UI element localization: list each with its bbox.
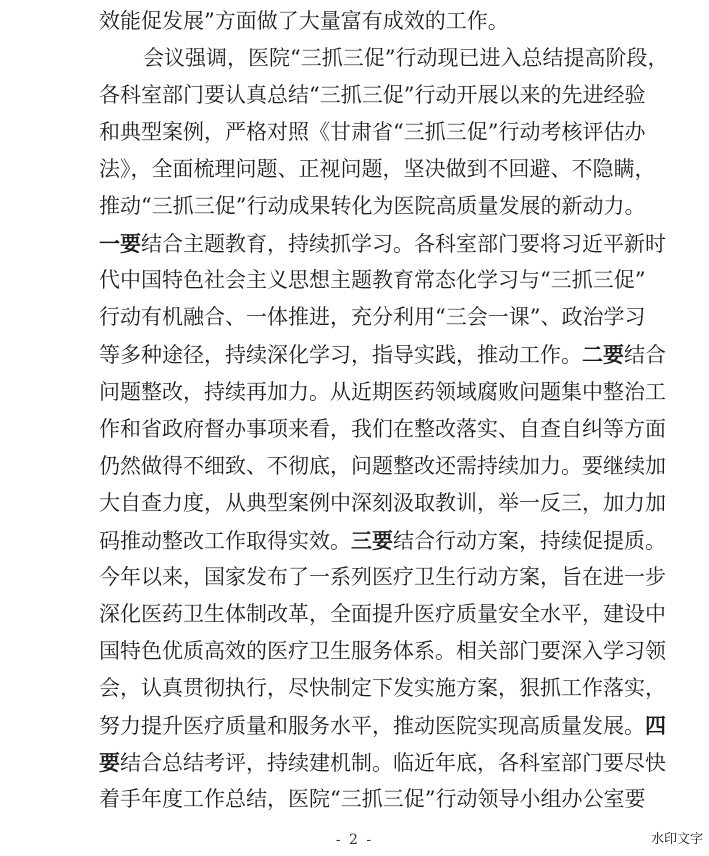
bold-text-run: 要	[99, 749, 120, 775]
text-run: 码推动整改工作取得实效。	[99, 528, 351, 553]
text-run: 代中国特色社会主义思想主题教育常态化学习与“三抓三促”	[99, 268, 646, 293]
text-line-5	[99, 151, 656, 188]
text-line-22	[99, 781, 646, 818]
bold-text-run: 二要	[582, 342, 624, 368]
text-run: 等多种途径，持续深化学习，指导实践，推动工作。	[99, 343, 582, 368]
text-line-9	[99, 299, 646, 336]
text-line-16	[99, 559, 666, 596]
text-run: 效能促发展”方面做了大量富有成效的工作。	[99, 9, 509, 33]
text-line-4	[99, 114, 646, 151]
text-line-21	[99, 744, 666, 781]
text-line-1	[99, 3, 603, 40]
text-line-13	[99, 448, 666, 485]
text-line-12	[99, 411, 666, 448]
text-run: 结合主题教育，持续抓学习。各科室部门要将习近平新时	[141, 232, 666, 257]
text-run: 结合总结考评，持续建机制。临近年底，各科室部门要尽快	[120, 750, 666, 775]
text-run: 各科室部门要认真总结“三抓三促”行动开展以来的先进经验	[99, 83, 646, 108]
text-run: 着手年度工作总结，医院“三抓三促”行动领导小组办公室要	[99, 787, 646, 811]
text-run: 结合	[624, 343, 666, 368]
bold-text-run: 三要	[351, 527, 393, 553]
text-line-7	[99, 225, 666, 262]
text-run: 和典型案例，严格对照《甘肃省“三抓三促”行动考核评估办	[99, 120, 646, 145]
text-run: 仍然做得不细致、不彻底，问题整改还需持续加力。要继续加	[99, 453, 666, 478]
text-line-17	[99, 596, 666, 633]
text-line-19	[99, 670, 666, 707]
text-line-2	[143, 40, 669, 77]
text-line-15	[99, 522, 666, 559]
text-run: 深化医药卫生体制改革，全面提升医疗质量安全水平，建设中	[99, 601, 666, 626]
text-line-18	[99, 633, 666, 670]
text-run: 会议强调，医院“三抓三促”行动现已进入总结提高阶段，	[143, 46, 669, 70]
bold-text-run: 一要	[99, 231, 141, 257]
text-run: 问题整改，持续再加力。从近期医药领域腐败问题集中整治工	[99, 379, 666, 404]
text-run: 今年以来，国家发布了一系列医疗卫生行动方案，旨在进一步	[99, 564, 666, 589]
text-run: 法》，全面梳理问题、正视问题，坚决做到不回避、不隐瞒，	[99, 157, 656, 182]
bold-text-run: 四	[645, 712, 666, 738]
text-line-11	[99, 374, 666, 411]
text-run: 推动“三抓三促”行动成果转化为医院高质量发展的新动力。	[99, 194, 646, 219]
text-line-14	[99, 485, 666, 522]
page-number: - 2 -	[335, 832, 374, 848]
watermark-text: 水印文字	[650, 832, 703, 847]
text-run: 会，认真贯彻执行，尽快制定下发实施方案，狠抓工作落实，	[99, 675, 666, 700]
text-line-3	[99, 77, 646, 114]
text-run: 国特色优质高效的医疗卫生服务体系。相关部门要深入学习领	[99, 638, 666, 663]
text-line-10	[99, 336, 666, 373]
text-line-8	[99, 262, 646, 299]
text-run: 作和省政府督办事项来看，我们在整改落实、自查自纠等方面	[99, 416, 666, 441]
text-run: 行动有机融合、一体推进，充分利用“三会一课”、政治学习	[99, 305, 646, 330]
text-run: 努力提升医疗质量和服务水平，推动医院实现高质量发展。	[99, 713, 645, 738]
text-line-6	[99, 188, 646, 225]
text-run: 结合行动方案，持续促提质。	[393, 528, 666, 553]
text-run: 大自查力度，从典型案例中深刻汲取教训，举一反三，加力加	[99, 490, 666, 515]
text-line-20	[99, 707, 666, 744]
